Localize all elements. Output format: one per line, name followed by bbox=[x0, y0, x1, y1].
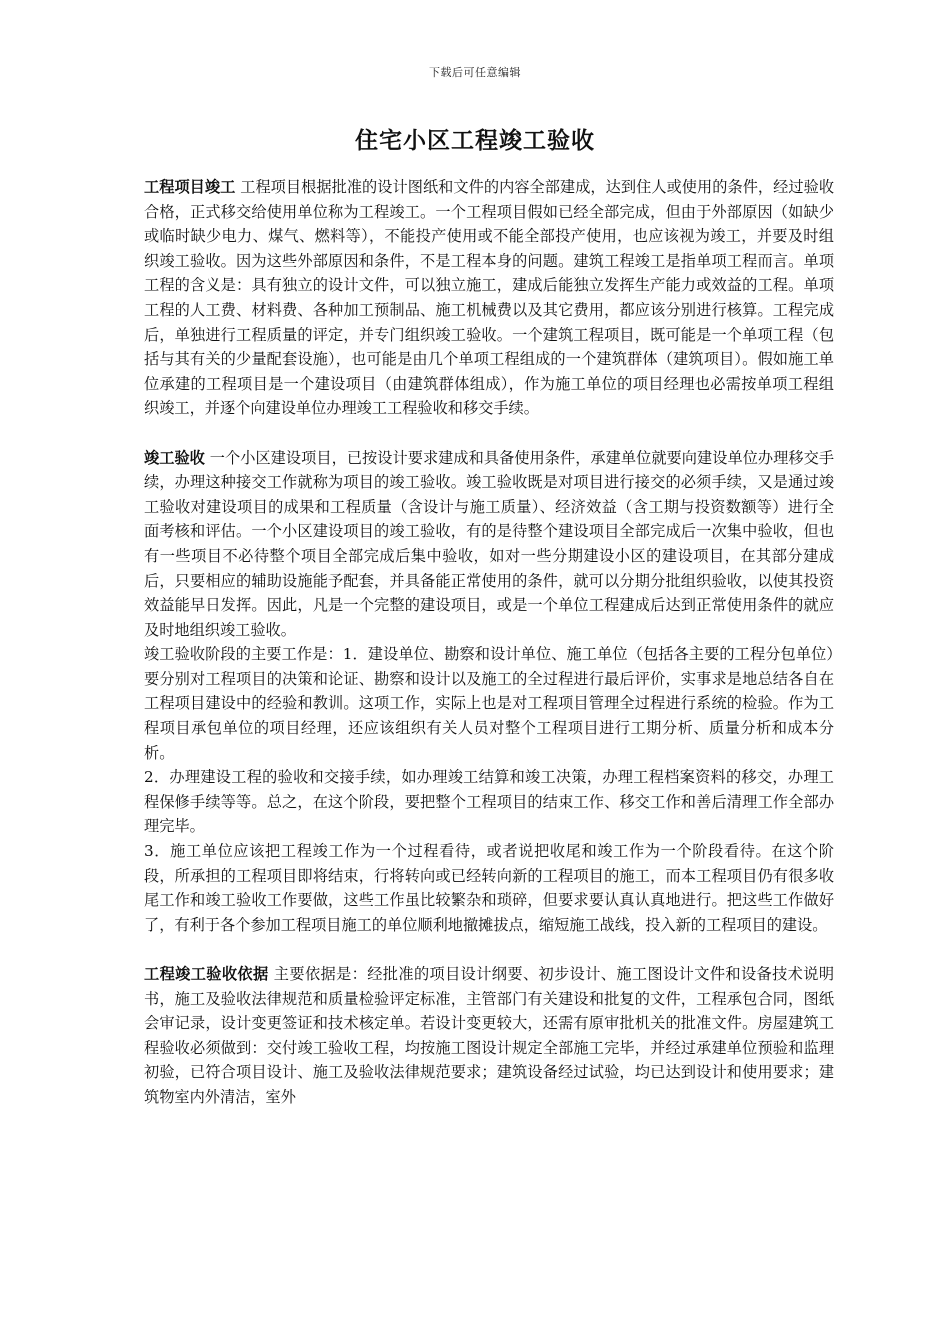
paragraph-acceptance-work-2: 2．办理建设工程的验收和交接手续，如办理竣工结算和竣工决策，办理工程档案资料的移交，办理工程保修手续等等。总之，在这个阶段，要把整个工程项目的结束工作、移交工作和善后清理工作全部办理完毕。 bbox=[144, 768, 834, 836]
paragraph-gap bbox=[144, 937, 834, 962]
paragraph-project-completion bbox=[144, 175, 834, 421]
paragraph-acceptance bbox=[144, 446, 834, 643]
term-acceptance-basis: 工程竣工验收依据 bbox=[144, 965, 269, 983]
document-body bbox=[144, 175, 834, 1110]
document-title: 住宅小区工程竣工验收 bbox=[355, 128, 595, 154]
paragraph-text: 工程项目根据批准的设计图纸和文件的内容全部建成，达到住人或使用的条件，经过验收合格，正式移交给使用单位称为工程竣工。一个工程项目假如已经全部完成，但由于外部原因（如缺少或临时缺少电力、煤气、燃料等），不能投产使用或不能全部投产使用，也应该视为竣工，并要及时组织竣工验收。因为这些外部原因和条件，不是工程本身的问题。建筑工程竣工是指单项工程而言。单项工程的含义是：具有独立的设计文件，可以独立施工，建成后能独立发挥生产能力或效益的工程。单项工程的人工费、材料费、各种加工预制品、施工机械费以及其它费用，都应该分别进行核算。工程完成后，单独进行工程质量的评定，并专门组织竣工验收。一个建筑工程项目，既可能是一个单项工程（包括与其有关的少量配套设施），也可能是由几个单项工程组成的一个建筑群体（建筑项目）。假如施工单位承建的工程项目是一个建设项目（由建筑群体组成），作为施工单位的项目经理也必需按单项工程组织竣工，并逐个向建设单位办理竣工工程验收和移交手续。 bbox=[144, 178, 835, 418]
paragraph-text: 主要依据是：经批准的项目设计纲要、初步设计、施工图设计文件和设备技术说明书，施工及验收法律规范和质量检验评定标准，主管部门有关建设和批复的文件，工程承包合同，图纸会审记录，设计变更签证和技术核定单。若设计变更较大，还需有原审批机关的批准文件。房屋建筑工程验收必须做到：交付竣工验收工程，均按施工图设计规定全部施工完毕，并经过承建单位预验和监理初验，已符合项目设计、施工及验收法律规范要求；建筑设备经过试验，均已达到设计和使用要求；建筑物室内外清洁，室外 bbox=[144, 965, 835, 1106]
page-header: 下载后可任意编辑 bbox=[429, 66, 521, 79]
paragraph-acceptance-work-1: 竣工验收阶段的主要工作是：1．建设单位、勘察和设计单位、施工单位（包括各主要的工程分包单位）要分别对工程项目的决策和论证、勘察和设计以及施工的全过程进行最后评价，实事求是地总结各自在工程项目建设中的经验和教训。这项工作，实际上也是对工程项目管理全过程进行系统的检验。作为工程项目承包单位的项目经理，还应该组织有关人员对整个工程项目进行工期分析、质量分析和成本分析。 bbox=[144, 645, 834, 762]
paragraph-acceptance-work-3: 3．施工单位应该把工程竣工作为一个过程看待，或者说把收尾和竣工作为一个阶段看待。在这个阶段，所承担的工程项目即将结束，行将转向或已经转向新的工程项目的施工，而本工程项目仍有很多收尾工作和竣工验收工作要做，这些工作虽比较繁杂和琐碎，但要求要认真认真地进行。把这些工作做好了，有利于各个参加工程项目施工的单位顺利地撤摊拔点，缩短施工战线，投入新的工程项目的建设。 bbox=[144, 842, 834, 934]
term-project-completion: 工程项目竣工 bbox=[144, 178, 236, 196]
paragraph-text: 一个小区建设项目，已按设计要求建成和具备使用条件，承建单位就要向建设单位办理移交手续，办理这种接交工作就称为项目的竣工验收。竣工验收既是对项目进行接交的必须手续，又是通过竣工验收对建设项目的成果和工程质量（含设计与施工质量）、经济效益（含工期与投资数额等）进行全面考核和评估。一个小区建设项目的竣工验收，有的是待整个建设项目全部完成后一次集中验收，但也有一些项目不必待整个项目全部完成后集中验收，如对一些分期建设小区的建设项目，在其部分建成后，只要相应的辅助设施能予配套，并具备能正常使用的条件，就可以分期分批组织验收，以使其投资效益能早日发挥。因此，凡是一个完整的建设项目，或是一个单位工程建成后达到正常使用条件的就应及时地组织竣工验收。 bbox=[144, 448, 835, 639]
paragraph-gap bbox=[144, 421, 834, 446]
paragraph-acceptance-basis bbox=[144, 962, 834, 1110]
term-acceptance: 竣工验收 bbox=[144, 448, 205, 467]
